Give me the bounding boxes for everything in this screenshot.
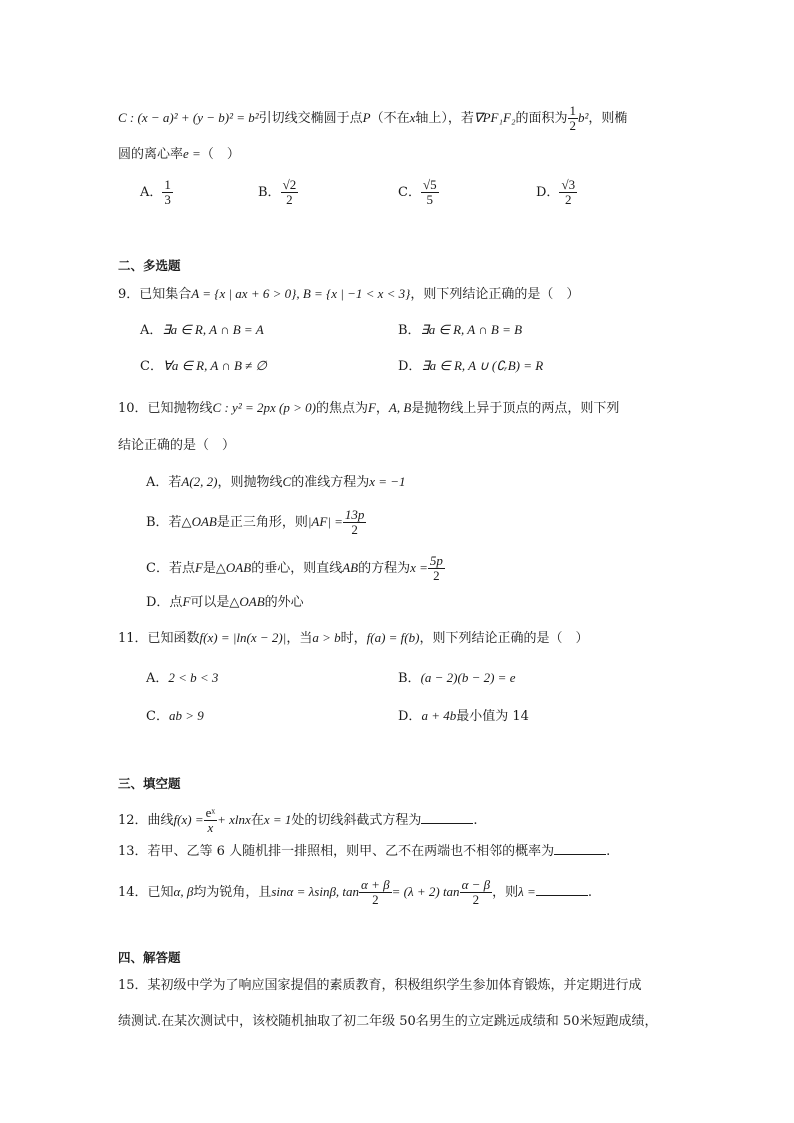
q10-option-b: B．若△OAB是正三角形，则|AF| = $\frac{13p}{2}$ (146, 507, 365, 537)
q8-line2: 圆的离心率e =（ ） (118, 146, 240, 162)
q10-option-c: C．若点F是△OAB的垂心，则直线AB的方程为x = $\frac{5p}{2}$ (146, 553, 443, 583)
q13-answer-blank (554, 842, 606, 855)
q11-option-c: C．ab > 9 (146, 708, 204, 724)
q8-option-a: A． $\frac{1}{3}$ (140, 177, 171, 207)
q15-line1: 15．某初级中学为了响应国家提倡的素质教育，积极组织学生参加体育锻炼，并定期进行成 (118, 978, 642, 993)
q8-option-b: B． $\frac{√2}{2}$ (258, 177, 297, 207)
section-heading-fill-blank: 三、填空题 (118, 776, 181, 791)
q9-option-c: C．∀a ∈ R, A ∩ B ≠ ∅ (140, 358, 267, 374)
q8-area-fraction: $\frac{1}{2}$ (569, 103, 576, 133)
q14: 14．已知α, β均为锐角，且sinα = λsinβ, tan $\frac{\alpha + \beta}{2}$ = (λ + 2) tan $\frac{\alpha - \beta}{2}$ ，则λ = . (118, 877, 592, 907)
q12: 12．曲线f(x) = $\frac{\text{eˣ}}{x}$ + xlnx在x = 1处的切线斜截式方程为 . (118, 805, 478, 835)
q10-option-a: A．若A(2, 2)，则抛物线C的准线方程为x = −1 (146, 474, 406, 490)
q8-option-d: D． $\frac{√3}{2}$ (536, 177, 576, 207)
q10-stem-line2: 结论正确的是（ ） (118, 438, 236, 453)
q11-option-a: A．2 < b < 3 (146, 670, 219, 686)
q11-stem: 11．已知函数f(x) = |ln(x − 2)|，当a > b时，f(a) = f(b)，则下列结论正确的是（ ） (118, 630, 589, 646)
q11-option-d: D．a + 4b最小值为 14 (398, 708, 529, 724)
section-heading-solve: 四、解答题 (118, 950, 181, 965)
q9-option-b: B．∃a ∈ R, A ∩ B = B (398, 322, 523, 338)
q11-option-b: B．(a − 2)(b − 2) = e (398, 670, 516, 686)
q9-option-d: D．∃a ∈ R, A ∪ (∁ᵣB) = R (398, 358, 544, 374)
q14-answer-blank (536, 883, 588, 896)
q9-option-a: A．∃a ∈ R, A ∩ B = A (140, 322, 264, 338)
q8-line1: C : (x − a)² + (y − b)² = b²引切线交椭圆于点P（不在x轴上），若∇PF₁F₂的面积为 $\frac{1}{2}$ b²，则椭 (118, 103, 628, 133)
section-heading-multi-choice: 二、多选题 (118, 258, 181, 273)
q15-line2: 绩测试.在某次测试中，该校随机抽取了初二年级 50名男生的立定跳远成绩和 50米短跑成绩， (118, 1014, 658, 1029)
q8-circle-eq: C : (x − a)² + (y − b)² = b² (118, 110, 259, 125)
q8-option-c: C． $\frac{√5}{5}$ (398, 177, 437, 207)
q12-answer-blank (421, 811, 473, 824)
q10-stem: 10．已知抛物线C : y² = 2px (p > 0)的焦点为F，A, B是抛物线上异于顶点的两点，则下列 (118, 400, 620, 416)
q9-stem: 9．已知集合A = {x | ax + 6 > 0}, B = {x | −1 < x < 3}，则下列结论正确的是（ ） (118, 286, 580, 302)
q13: 13．若甲、乙等 6 人随机排一排照相，则甲、乙不在两端也不相邻的概率为 . (118, 844, 611, 859)
q10-option-d: D．点F可以是△OAB的外心 (146, 594, 304, 610)
